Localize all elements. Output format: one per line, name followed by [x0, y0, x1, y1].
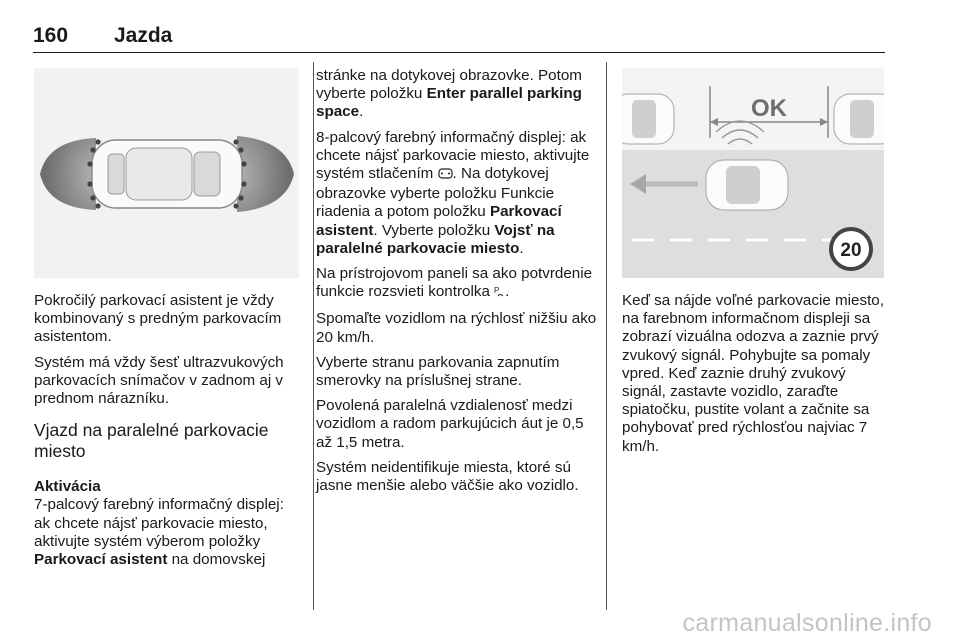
paragraph: Na prístrojovom paneli sa ako potvrdenie funkcie rozsvieti kontrolka P . — [316, 265, 600, 303]
svg-text:20: 20 — [840, 240, 862, 261]
column-1 — [34, 292, 304, 576]
section-heading: Vjazd na paralelné parkovacie miesto — [34, 420, 269, 462]
ok-label: OK — [751, 95, 787, 122]
parallel-parking-illustration — [622, 68, 884, 278]
parked-car-left — [622, 94, 674, 144]
watermark: carmanualsonline.info — [682, 609, 932, 637]
column-2 — [316, 67, 600, 502]
section-title: Jazda — [114, 24, 173, 47]
paragraph: Povolená paralelná vzdialenosť medzi vozidlom a radom parkujúcich áut je 0,5 až 1,5 metra. — [316, 397, 584, 451]
paragraph: stránke na dotykovej obrazovke. Potom vyberte položku Enter parallel parking space. — [316, 67, 582, 121]
parallel-parking-figure — [622, 68, 884, 278]
paragraph: Vyberte stranu parkovania zapnutím smerovky na príslušnej strane. — [316, 353, 560, 390]
paragraph: Pokročilý parkovací asistent je vždy kombinovaný s predným parkovacím asistentom. — [34, 292, 282, 346]
parked-car-right — [834, 94, 884, 144]
paragraph: 7-palcový farebný informačný displej: ak chcete nájsť parkovacie miesto, aktivujte systém výberom položky Parkovací asistent na domovskej — [34, 496, 284, 569]
car-top-view — [92, 140, 242, 208]
parking-assist-indicator-icon — [494, 285, 505, 303]
menu-item-enter-parallel: Enter parallel parking space — [316, 85, 582, 121]
paragraph: Spomaľte vozidlom na rýchlosť nižšiu ako 20 km/h. — [316, 310, 597, 346]
column-divider-2 — [606, 62, 607, 610]
paragraph: Systém má vždy šesť ultrazvukových parkovacích snímačov v zadnom aj v prednom nárazníku. — [34, 353, 284, 408]
paragraph: Keď sa nájde voľné parkovacie miesto, na farebnom informačnom displeji sa zobrazí vizuálna odozva a zaznie prvý zvukový signál. Pohybujte sa pomaly vpred. Keď zaznie druhý zvukový signál, zastavte vozidlo, zaraďte spiatočku, pustite volant a začnite sa pohybovať pred rýchlosťou najviac 7 km/h. — [622, 292, 884, 455]
svg-text:P: P — [494, 286, 500, 296]
subsection-heading: Aktivácia — [34, 478, 101, 496]
menu-item-parking-assist: Parkovací asistent — [34, 551, 168, 569]
speed-limit-sign — [831, 229, 871, 269]
column-3 — [622, 292, 892, 463]
page-header — [33, 22, 885, 53]
menu-item-parallel-space: Vojsť na paralelné parkovacie miesto — [316, 221, 555, 257]
paragraph: Systém neidentifikuje miesta, ktoré sú jasne menšie alebo väčšie ako vozidlo. — [316, 458, 579, 495]
page-number: 160 — [33, 24, 69, 47]
column-divider-1 — [313, 62, 314, 610]
paragraph: 8-palcový farebný informačný displej: ak chcete nájsť parkovacie miesto, aktivujte systém stlačením . Na dotykovej obrazovke vyberte položku Funkcie riadenia a potom položku Parkovací asistent. Vyberte položku Vojsť na paralelné parkovacie miesto. — [316, 128, 590, 257]
car-top-view-icon — [438, 167, 453, 185]
front-sensor-zone — [237, 136, 294, 212]
rear-sensor-zone — [40, 138, 96, 210]
moving-car — [706, 160, 788, 210]
parking-sensors-figure — [34, 68, 299, 278]
parking-sensors-illustration — [34, 68, 299, 278]
menu-item-parking-assist: Parkovací asistent — [316, 203, 562, 239]
